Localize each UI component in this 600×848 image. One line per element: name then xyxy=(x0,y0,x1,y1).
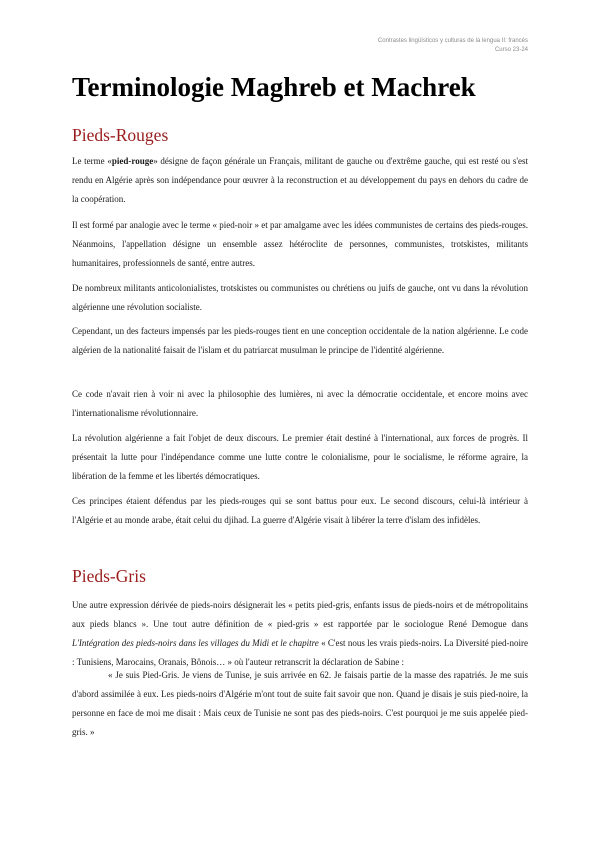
section-title-pieds-rouges: Pieds-Rouges xyxy=(72,125,169,145)
page-header xyxy=(378,37,528,55)
paragraph: Une autre expression dérivée de pieds-noirs désignerait les « petits pied-gris, enfants issus de pieds-noirs et de métropolitains aux pieds blancs ». Une tout autre définition de « pied-gris » est rapportée par le sociologue René Demogue dans L'Intégration des pieds-noirs dans les villages du Midi et le chapitre « C'est nous les vrais pieds-noirs. La Diversité pied-noire : Tunisiens, Marocains, Oranais, Bônois… » où l'auteur retranscrit la déclaration de Sabine : xyxy=(72,600,528,667)
course-year: Curso 23-24 xyxy=(494,47,528,53)
paragraph: La révolution algérienne a fait l'objet de deux discours. Le premier était destiné à l'international, aux forces de progrès. Il présentait la lutte pour l'indépendance comme une lutte contre le colonialisme, pour le socialisme, le réforme agraire, la libération de la femme et les libertés démocratiques. xyxy=(72,433,528,481)
book-title: L'Intégration des pieds-noirs dans les villages du Midi et le chapitre xyxy=(72,638,319,648)
paragraph: Ce code n'avait rien à voir ni avec la philosophie des lumières, ni avec la démocratie occidentale, et encore moins avec l'internationalisme révolutionnaire. xyxy=(72,389,528,418)
paragraph: Le terme «pied-rouge» désigne de façon générale un Français, militant de gauche ou d'extrême gauche, qui est resté ou s'est rendu en Algérie après son indépendance pour œuvrer à la reconstruction et au développement du pays en dehors du cadre de la coopération. xyxy=(72,156,528,204)
course-name: Contrastes lingüísticos y culturas de la lengua II: francés xyxy=(377,38,528,44)
quotation: « Je suis Pied-Gris. Je viens de Tunise, je suis arrivée en 62. Je faisais partie de la masse des rapatriés. Je me suis d'abord assimilée à eux. Les pieds-noirs d'Algérie m'ont tout de suite fait savoir que non. Quand je disais je suis pied-noire, la personne en face de moi me disait : Mais ceux de Tunisie ne sont pas des pieds-noirs. C'est pourquoi je me suis appelée pied-gris. » xyxy=(72,670,528,737)
section-title-pieds-gris: Pieds-Gris xyxy=(72,566,146,586)
term-pied-rouge: pied-rouge xyxy=(111,156,154,166)
paragraph: De nombreux militants anticolonialistes, trotskistes ou communistes ou chrétiens ou juifs de gauche, ont vu dans la révolution algérienne une révolution socialiste. xyxy=(72,283,528,312)
paragraph: Ces principes étaient défendus par les pieds-rouges qui se sont battus pour eux. Le second discours, celui-là intérieur à l'Algérie et au monde arabe, était celui du djihad. La guerre d'Algérie visait à libérer la terre d'islam des infidèles. xyxy=(72,496,528,525)
paragraph: Cependant, un des facteurs impensés par les pieds-rouges tient en une conception occidentale de la nation algérienne. Le code algérien de la nationalité faisait de l'islam et du patriarcat musulman le principe de l'identité algérienne. xyxy=(72,326,528,355)
paragraph: Il est formé par analogie avec le terme « pied-noir » et par amalgame avec les idées communistes de certains des pieds-rouges. Néanmoins, l'appellation désigne un ensemble assez hétéroclite de personnes, communistes, trotskistes, militants humanitaires, professionnels de santé, entre autres. xyxy=(72,220,528,268)
document-title: Terminologie Maghreb et Machrek xyxy=(72,72,476,102)
